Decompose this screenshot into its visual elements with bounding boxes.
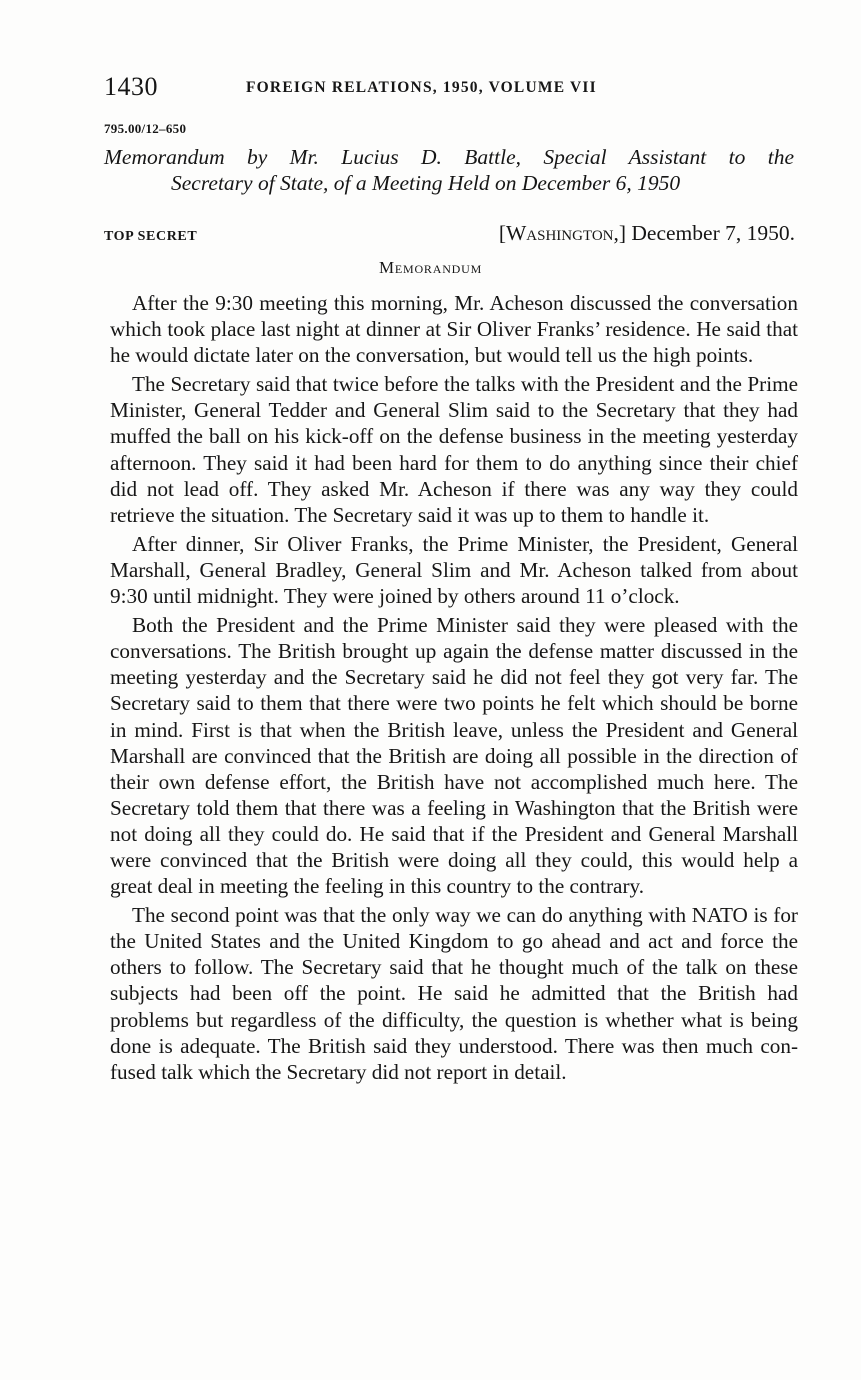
classification-label: TOP SECRET	[104, 229, 198, 244]
page-header	[104, 72, 804, 102]
body-paragraph: After dinner, Sir Oliver Franks, the Prime Minister, the President, General Marshall, General Bradley, General Slim and Mr. Acheson talked from about 9:30 until midnight. They were joined by others around 11 o’clock.	[110, 531, 798, 609]
page-number: 1430	[104, 72, 158, 101]
running-head: FOREIGN RELATIONS, 1950, VOLUME VII	[246, 79, 597, 96]
document-title	[104, 144, 794, 196]
dateline-place: [Washington,]	[498, 221, 627, 245]
body-paragraph: Both the President and the Prime Minister said they were pleased with the conversations. The British brought up again the defense matter discussed in the meeting yesterday and the Secretary said he did not feel they got very far. The Secretary said to them that there were two points he felt which should be borne in mind. First is that when the British leave, unless the President and General Marshall are convinced that the British are doing all possible in the direction of their own defense effort, the British have not accomplished much here. The Secretary told them that there was a feeling in Washington that the British were not doing all they could do. He said that if the President and General Marshall were convinced that the British were doing all they could, this would help a great deal in meeting the feeling in this country to the contrary.	[110, 613, 798, 899]
title-line-2: Secretary of State, of a Meeting Held on December 6, 1950	[171, 171, 681, 195]
title-line-1: Memorandum by Mr. Lucius D. Battle, Special Assistant to the	[104, 145, 794, 169]
memorandum-heading: Memorandum	[378, 258, 483, 277]
body-paragraph: The second point was that the only way we can do anything with NATO is for the United States and the United Kingdom to go ahead and act and force the others to follow. The Secretary said that he thought much of the talk on these subjects had been off the point. He said he admitted that the British had problems but regardless of the difficulty, the question is whether what is being done is adequate. The British said they understood. There was then much confused talk which the Secretary did not report in detail.	[110, 903, 798, 1084]
dateline-date: December 7, 1950.	[631, 221, 795, 245]
memo-body	[110, 290, 798, 1088]
body-paragraph: The Secretary said that twice before the talks with the President and the Prime Minister, General Tedder and General Slim said to the Secretary that they had muffed the ball on his kick-off on the defense business in the meeting yesterday afternoon. They said it had been hard for them to do anything since their chief did not lead off. They asked Mr. Acheson if there was any way they could retrieve the situation. The Secretary said it was up to them to handle it.	[110, 372, 798, 527]
document-reference: 795.00/12–650	[104, 121, 187, 136]
body-paragraph: After the 9:30 meeting this morning, Mr. Acheson discussed the conversation which took place last night at dinner at Sir Oliver Franks’ residence. He said that he would dictate later on the conversation, but would tell us the high points.	[110, 291, 798, 368]
dateline	[499, 221, 795, 246]
